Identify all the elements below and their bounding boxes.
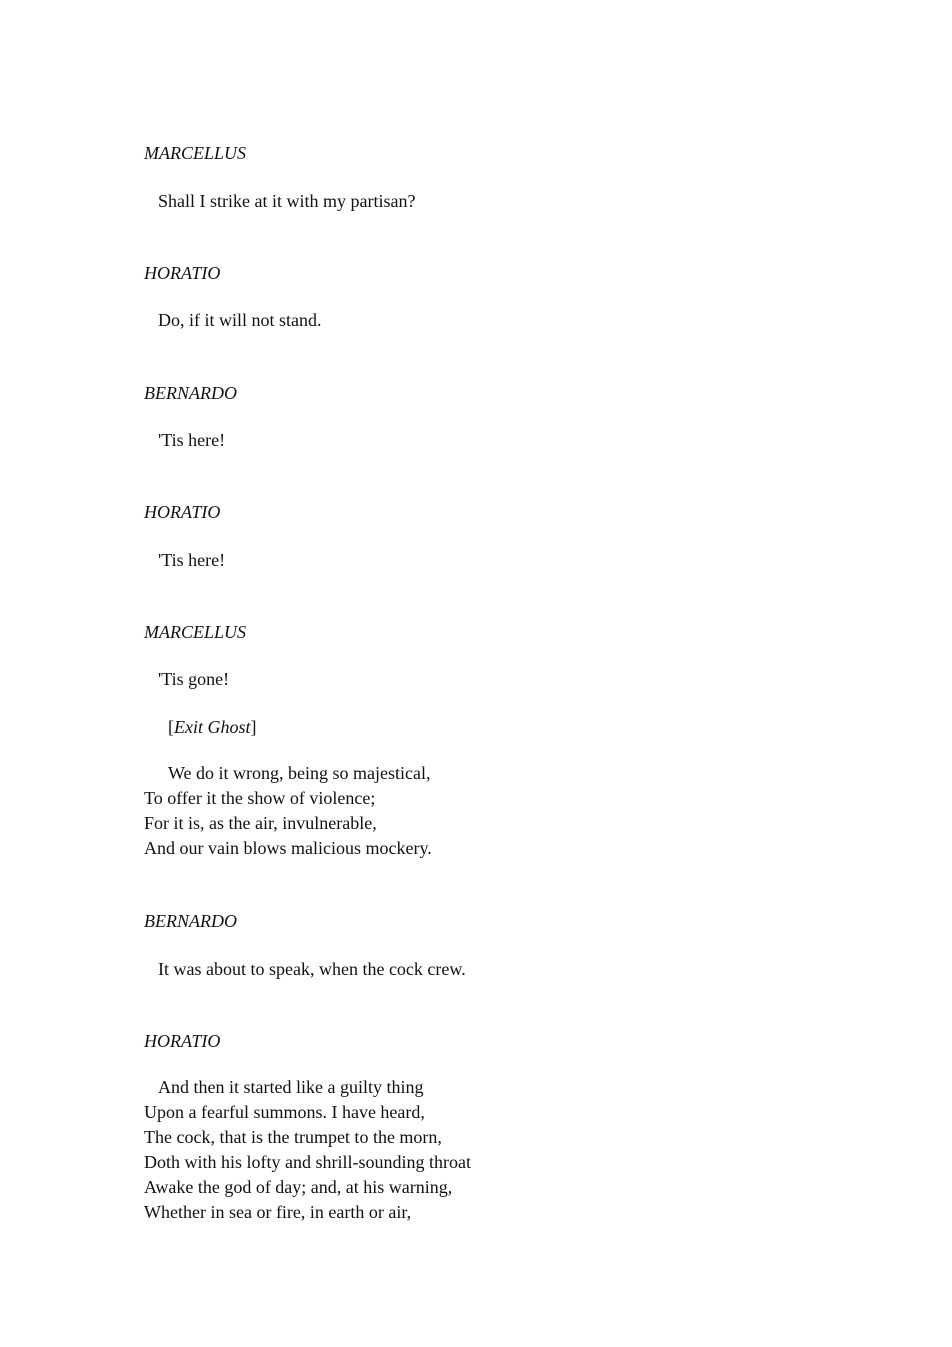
verse-line: Upon a fearful summons. I have heard, [144,1102,425,1122]
stage-direction-text: Exit Ghost [174,717,251,737]
dialogue-line: 'Tis here! [158,550,226,570]
stage-direction [168,716,257,738]
speaker-name: HORATIO [144,263,221,283]
verse-line: Awake the god of day; and, at his warning, [144,1177,453,1197]
verse-line: And then it started like a guilty thing [158,1077,424,1097]
speaker-name: HORATIO [144,502,221,522]
verse-line: Whether in sea or fire, in earth or air, [144,1202,412,1222]
dialogue-line: It was about to speak, when the cock crew. [158,959,466,979]
speaker-name: BERNARDO [144,911,237,931]
speaker-name: HORATIO [144,1031,221,1051]
verse-passage [144,761,432,861]
verse-line: The cock, that is the trumpet to the morn, [144,1127,442,1147]
verse-passage [144,1075,471,1225]
stage-direction-close-bracket: ] [250,717,257,737]
speaker-name: MARCELLUS [144,622,247,642]
verse-line: We do it wrong, being so majestical, [168,763,431,783]
verse-line: For it is, as the air, invulnerable, [144,813,377,833]
verse-line: And our vain blows malicious mockery. [144,838,432,858]
dialogue-line: Do, if it will not stand. [158,310,322,330]
dialogue-line: 'Tis here! [158,430,226,450]
speaker-name: BERNARDO [144,383,237,403]
dialogue-line: 'Tis gone! [158,669,230,689]
speaker-name: MARCELLUS [144,143,247,163]
stage-direction-open-bracket: [ [168,717,174,737]
verse-line: Doth with his lofty and shrill-sounding throat [144,1152,471,1172]
verse-line: To offer it the show of violence; [144,788,376,808]
dialogue-line: Shall I strike at it with my partisan? [158,191,416,211]
